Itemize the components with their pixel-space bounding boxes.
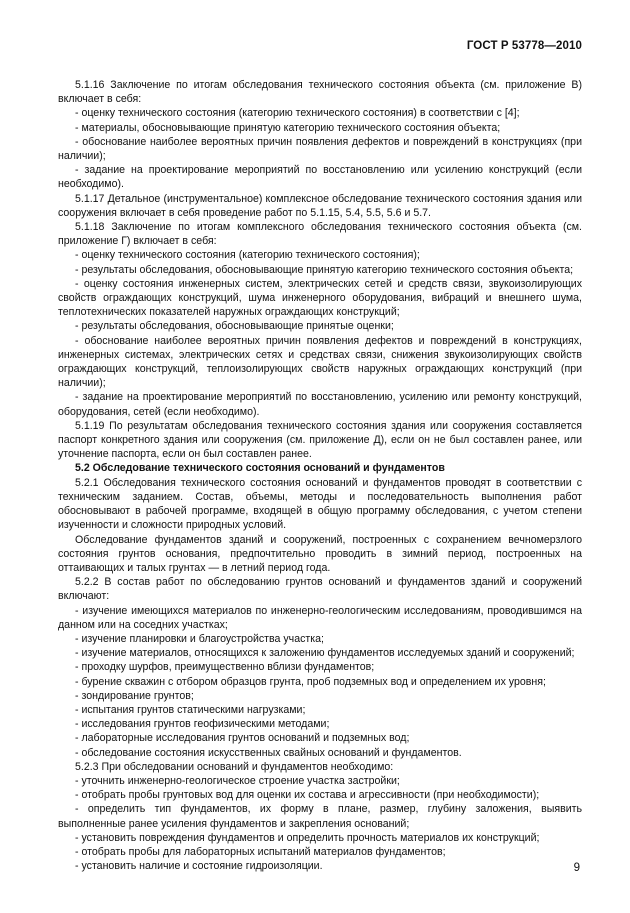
page-number: 9: [573, 862, 580, 874]
paragraph: 5.1.16 Заключение по итогам обследования технического состояния объекта (см. приложение В) включает в себя:: [58, 79, 582, 106]
list-item: - результаты обследования, обосновывающие принятые оценки;: [75, 320, 394, 333]
paragraph: 5.2.1 Обследования технического состояния оснований и фундаментов проводят в соответствии с техническим заданием. Состав, объемы, методы и последовательность выполнения работ обосновывают в рабочей программе, входящей в общую программу обследования, с учетом степени изученности и сложности природных условий.: [58, 476, 582, 532]
list-item: - результаты обследования, обосновывающие принятую категорию технического состояния объекта;: [75, 263, 574, 276]
list-item: - изучение имеющихся материалов по инженерно-геологическим исследованиям, проводившимся на данном или на соседних участках;: [58, 604, 582, 631]
list-item: - лабораторные исследования грунтов оснований и подземных вод;: [75, 732, 410, 745]
list-item: - изучение планировки и благоустройства участка;: [75, 632, 324, 645]
list-item: - проходку шурфов, преимущественно вблизи фундаментов;: [75, 661, 375, 674]
paragraph: 5.1.18 Заключение по итогам комплексного обследования технического состояния объекта (см. приложение Г) включает в себя:: [58, 221, 582, 248]
list-item: - изучение материалов, относящихся к заложению фундаментов исследуемых зданий и сооружений;: [75, 647, 575, 660]
paragraph: 5.2.3 При обследовании оснований и фундаментов необходимо:: [75, 760, 394, 773]
list-item: - обследование состояния искусственных свайных оснований и фундаментов.: [75, 746, 462, 759]
list-item: - зондирование грунтов;: [75, 689, 194, 702]
list-item: - отобрать пробы для лабораторных испытаний материалов фундаментов;: [75, 845, 446, 858]
list-item: - установить повреждения фундаментов и определить прочность материалов их конструкций;: [75, 831, 540, 844]
document-body: [58, 78, 582, 873]
list-item: - определить тип фундаментов, их форму в плане, размер, глубину заложения, выявить выполненные ранее усиления фундаментов и закрепления оснований;: [58, 803, 582, 830]
list-item: - обоснование наиболее вероятных причин появления дефектов и повреждений в конструкциях, инженерных системах, электрических сетях и средствах связи, снижения звукоизолирующих свойств ограждающих конструкций, теплоизолирующих свойств наружных ограждающих конструкций (при наличии);: [58, 334, 582, 390]
section-heading: 5.2 Обследование технического состояния оснований и фундаментов: [75, 462, 445, 475]
list-item: - уточнить инженерно-геологическое строение участка застройки;: [75, 774, 400, 787]
paragraph: 5.2.2 В состав работ по обследованию грунтов оснований и фундаментов зданий и сооружений включают:: [58, 576, 582, 603]
list-item: - исследования грунтов геофизическими методами;: [75, 718, 330, 731]
document-header: ГОСТ Р 53778—2010: [466, 40, 582, 52]
list-item: - бурение скважин с отбором образцов грунта, проб подземных вод и определением их уровня;: [75, 675, 546, 688]
list-item: - задание на проектирование мероприятий по восстановлению или усилению конструкций (если необходимо).: [58, 164, 582, 191]
list-item: - оценку технического состояния (категорию технического состояния);: [75, 249, 420, 262]
list-item: - задание на проектирование мероприятий по восстановлению, усилению или ремонту конструкций, оборудования, сетей (если необходимо).: [58, 391, 582, 418]
list-item: - оценку состояния инженерных систем, электрических сетей и средств связи, звукоизолирующих свойств ограждающих конструкций, шума инженерного оборудования, вибраций и внешнего шума, теплотехнических показателей наружных ограждающих конструкций;: [58, 277, 582, 319]
list-item: - установить наличие и состояние гидроизоляции.: [75, 860, 323, 873]
list-item: - оценку технического состояния (категорию технического состояния) в соответствии с [4];: [75, 107, 520, 120]
list-item: - испытания грунтов статическими нагрузками;: [75, 703, 306, 716]
paragraph: 5.1.19 По результатам обследования технического состояния здания или сооружения составляется паспорт конкретного здания или сооружения (см. приложение Д), если он не был составлен ранее, или уточнение паспорта, если он был составлен ранее.: [58, 419, 582, 461]
paragraph: Обследование фундаментов зданий и сооружений, построенных с сохранением вечномерзлого состояния грунтов основания, предпочтительно проводить в зимний период, построенных на оттаивающих и талых грунтах — в летний период года.: [58, 533, 582, 574]
paragraph: 5.1.17 Детальное (инструментальное) комплексное обследование технического состояния здания или сооружения включает в себя проведение работ по 5.1.15, 5.4, 5.5, 5.6 и 5.7.: [58, 192, 582, 219]
list-item: - материалы, обосновывающие принятую категорию технического состояния объекта;: [75, 121, 501, 134]
list-item: - отобрать пробы грунтовых вод для оценки их состава и агрессивности (при необходимости);: [75, 789, 540, 802]
list-item: - обоснование наиболее вероятных причин появления дефектов и повреждений в конструкциях (при наличии);: [58, 135, 582, 163]
